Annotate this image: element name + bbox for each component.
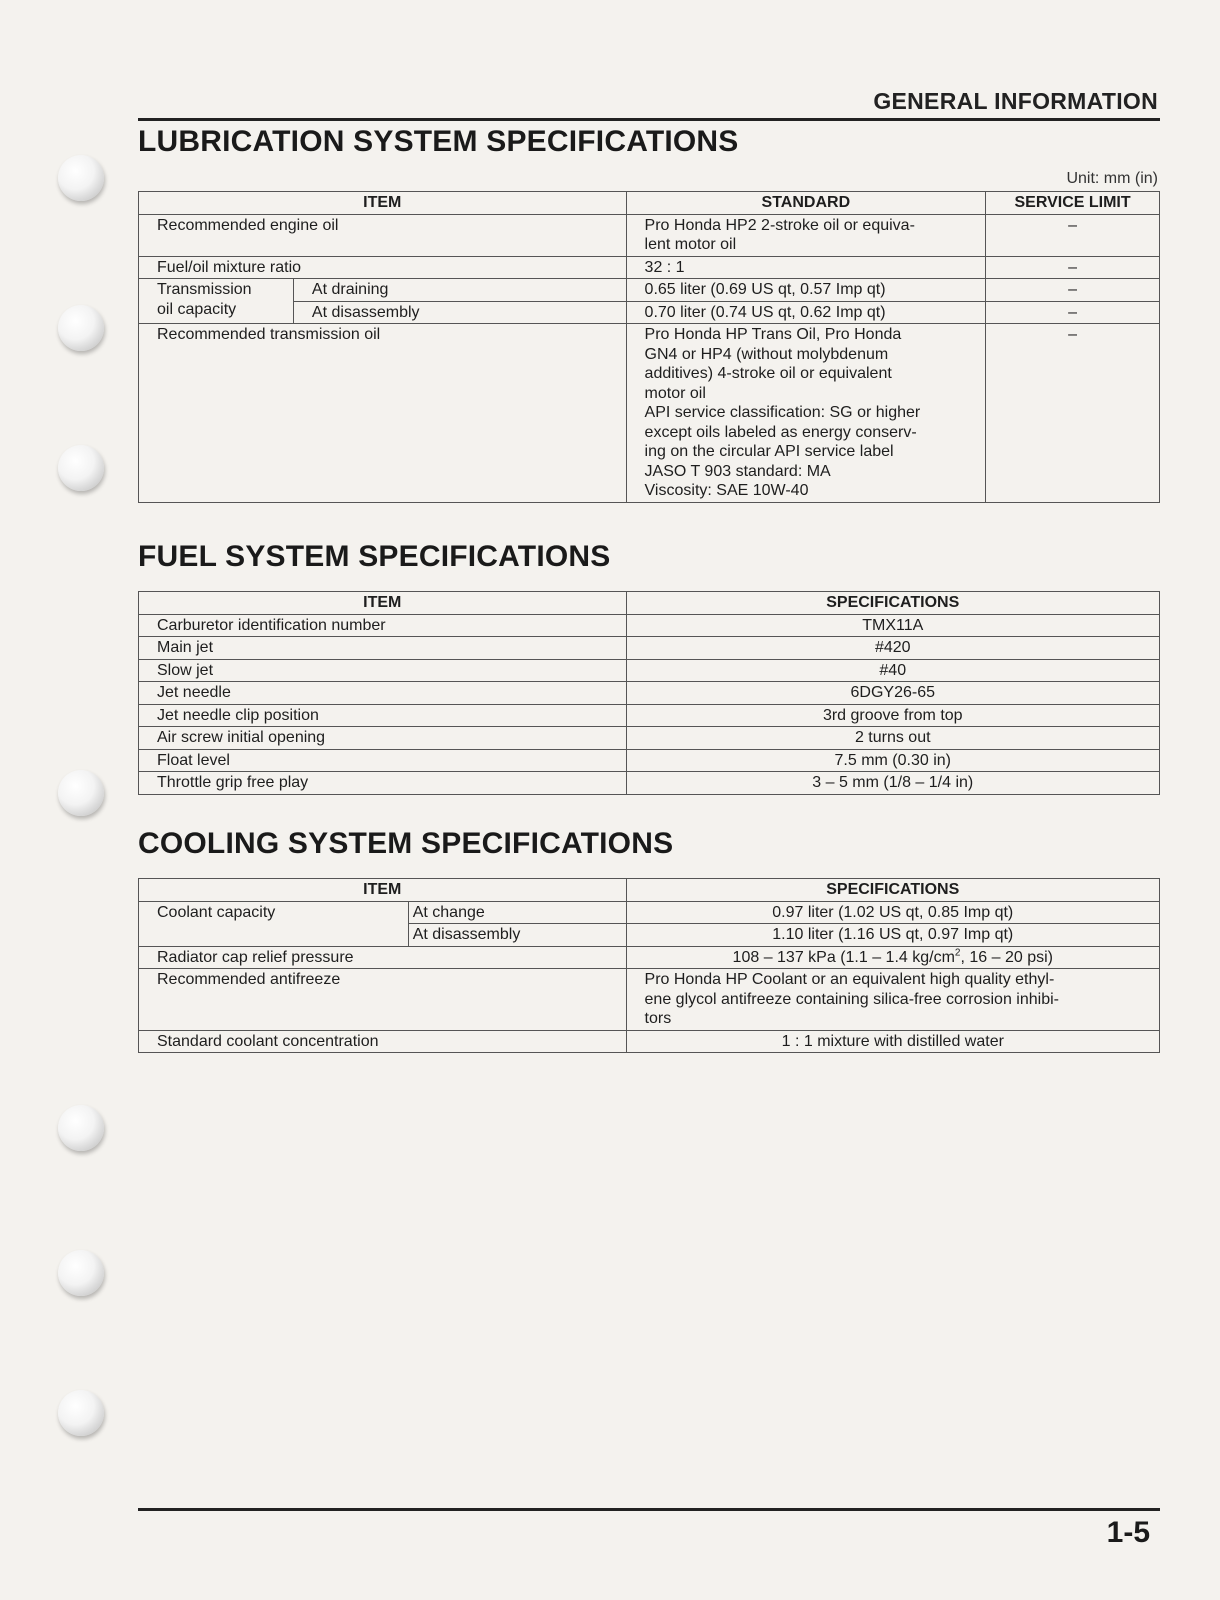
col-service-limit: SERVICE LIMIT xyxy=(986,192,1160,215)
spec-cell: 1 : 1 mixture with distilled water xyxy=(626,1030,1159,1053)
col-item: ITEM xyxy=(139,192,627,215)
standard-cell: 32 : 1 xyxy=(626,256,986,279)
spec-cell: 2 turns out xyxy=(626,727,1160,750)
item-cell: Radiator cap relief pressure xyxy=(139,946,627,969)
item-cell: Air screw initial opening xyxy=(139,727,627,750)
item-cell: Float level xyxy=(139,749,627,772)
spec-cell: Pro Honda HP Coolant or an equivalent high quality ethyl- ene glycol antifreeze containing silica-free corrosion inhibi- tors xyxy=(626,969,1159,1031)
table-row xyxy=(139,924,1160,947)
binder-hole xyxy=(58,770,104,816)
item-cell: Recommended transmission oil xyxy=(139,324,627,503)
header-rule xyxy=(138,118,1160,121)
lubrication-title: LUBRICATION SYSTEM SPECIFICATIONS xyxy=(138,125,739,158)
item-cell: Fuel/oil mixture ratio xyxy=(139,256,627,279)
spec-cell: 0.97 liter (1.02 US qt, 0.85 Imp qt) xyxy=(626,901,1159,924)
cooling-title: COOLING SYSTEM SPECIFICATIONS xyxy=(138,827,674,860)
item-cell: Recommended antifreeze xyxy=(139,969,627,1031)
table-row xyxy=(139,749,1160,772)
item-cell: Throttle grip free play xyxy=(139,772,627,795)
item-cell: Recommended engine oil xyxy=(139,214,627,256)
table-row xyxy=(139,614,1160,637)
item-cell-empty xyxy=(139,924,409,947)
col-specifications: SPECIFICATIONS xyxy=(626,879,1159,902)
section-header: GENERAL INFORMATION xyxy=(873,88,1158,114)
standard-cell: 0.65 liter (0.69 US qt, 0.57 Imp qt) xyxy=(626,279,986,302)
table-row xyxy=(139,324,1160,503)
col-item: ITEM xyxy=(139,879,627,902)
table-row xyxy=(139,256,1160,279)
item-cell: Jet needle clip position xyxy=(139,704,627,727)
spec-cell: #420 xyxy=(626,637,1160,660)
binder-hole xyxy=(58,1105,104,1151)
col-specifications: SPECIFICATIONS xyxy=(626,592,1160,615)
spec-cell: 6DGY26-65 xyxy=(626,682,1160,705)
spec-cell xyxy=(626,946,1159,969)
fuel-title: FUEL SYSTEM SPECIFICATIONS xyxy=(138,540,611,573)
footer-rule xyxy=(138,1508,1160,1511)
item-cell: Carburetor identification number xyxy=(139,614,627,637)
col-item: ITEM xyxy=(139,592,627,615)
spec-cell: 3rd groove from top xyxy=(626,704,1160,727)
limit-cell: – xyxy=(986,324,1160,503)
limit-cell: – xyxy=(986,214,1160,256)
fuel-table-body xyxy=(139,614,1160,794)
table-row xyxy=(139,704,1160,727)
subitem-cell: At disassembly xyxy=(293,301,626,324)
table-row xyxy=(139,772,1160,795)
subitem-cell: At draining xyxy=(293,279,626,302)
spec-text: , 16 – 20 psi) xyxy=(960,948,1053,966)
limit-cell: – xyxy=(986,279,1160,302)
binder-hole xyxy=(58,445,104,491)
table-row xyxy=(139,1030,1160,1053)
table-row xyxy=(139,637,1160,660)
superscript: 2 xyxy=(954,947,961,959)
table-row xyxy=(139,279,1160,302)
table-row xyxy=(139,946,1160,969)
spec-cell: #40 xyxy=(626,659,1160,682)
item-cell: Coolant capacity xyxy=(139,901,409,924)
spec-text: 108 – 137 kPa (1.1 – 1.4 kg/cm xyxy=(732,948,955,966)
table-row xyxy=(139,659,1160,682)
item-cell: Jet needle xyxy=(139,682,627,705)
binder-hole xyxy=(58,155,104,201)
subitem-cell: At disassembly xyxy=(408,924,626,947)
binder-hole xyxy=(58,1250,104,1296)
limit-cell: – xyxy=(986,301,1160,324)
item-cell: Main jet xyxy=(139,637,627,660)
standard-cell: 0.70 liter (0.74 US qt, 0.62 Imp qt) xyxy=(626,301,986,324)
table-header-row xyxy=(139,879,1160,902)
spec-cell: TMX11A xyxy=(626,614,1160,637)
spec-cell: 3 – 5 mm (1/8 – 1/4 in) xyxy=(626,772,1160,795)
table-row xyxy=(139,969,1160,1031)
col-standard: STANDARD xyxy=(626,192,986,215)
table-row xyxy=(139,901,1160,924)
fuel-table xyxy=(138,591,1160,795)
table-row xyxy=(139,727,1160,750)
item-cell: Standard coolant concentration xyxy=(139,1030,627,1053)
subitem-cell: At change xyxy=(408,901,626,924)
item-cell: Transmission oil capacity xyxy=(139,279,294,324)
limit-cell: – xyxy=(986,256,1160,279)
table-header-row xyxy=(139,592,1160,615)
cooling-table xyxy=(138,878,1160,1053)
spec-cell: 7.5 mm (0.30 in) xyxy=(626,749,1160,772)
spec-cell: 1.10 liter (1.16 US qt, 0.97 Imp qt) xyxy=(626,924,1159,947)
page-number: 1-5 xyxy=(1106,1516,1150,1549)
table-row xyxy=(139,682,1160,705)
item-cell: Slow jet xyxy=(139,659,627,682)
binder-hole xyxy=(58,305,104,351)
binder-hole xyxy=(58,1390,104,1436)
table-header-row xyxy=(139,192,1160,215)
standard-cell: Pro Honda HP2 2-stroke oil or equiva- lent motor oil xyxy=(626,214,986,256)
lubrication-table xyxy=(138,191,1160,503)
table-row xyxy=(139,214,1160,256)
standard-cell: Pro Honda HP Trans Oil, Pro Honda GN4 or HP4 (without molybdenum additives) 4-stroke oil or equivalent motor oil API service classification: SG or higher except oils labeled as energy conserv- ing on the circular API service label JASO T 903 standard: MA Viscosity: SAE 10W-40 xyxy=(626,324,986,503)
unit-label: Unit: mm (in) xyxy=(1066,170,1158,187)
